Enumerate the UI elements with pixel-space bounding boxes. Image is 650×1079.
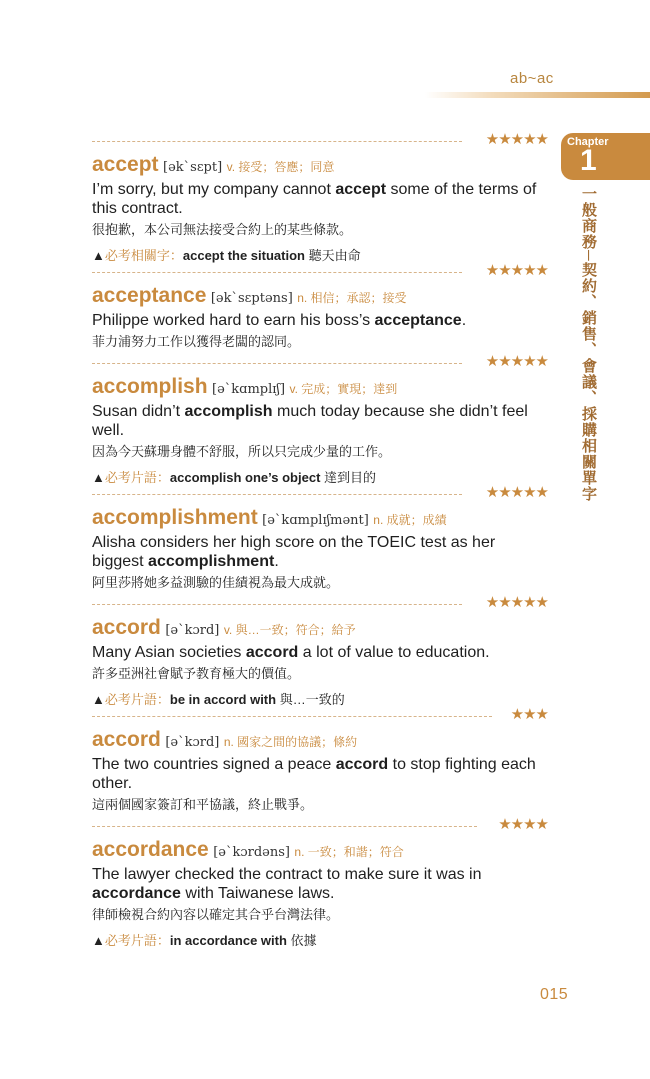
importance-stars: ★★★ [510, 706, 548, 723]
phonetic: [əˋkɑmplɪʃmənt] [262, 513, 369, 528]
example-sentence: The two countries signed a peace accord to stop fighting each other. [92, 756, 536, 792]
chapter-number: 1 [580, 144, 597, 177]
entry-accomplish [92, 355, 548, 486]
dashed-rule [92, 363, 462, 364]
range-label: ab~ac [510, 70, 554, 87]
phonetic: [əˋkɔrd] [165, 735, 220, 750]
translation: 菲力浦努力工作以獲得老闆的認同。 [92, 334, 301, 349]
entry-acceptance [92, 264, 548, 351]
note: ▲必考片語：in accordance with 依據 [92, 933, 317, 948]
importance-stars: ★★★★★ [485, 594, 548, 611]
chapter-label: Chapter [567, 136, 609, 148]
entry-headword [92, 152, 548, 180]
importance-stars: ★★★★★ [485, 131, 548, 148]
importance-stars: ★★★★★ [485, 262, 548, 279]
translation: 阿里莎將她多益測驗的佳績視為最大成就。 [92, 575, 340, 590]
dashed-rule [92, 272, 462, 273]
example-sentence: Alisha considers her high score on the TOEIC test as her biggest accomplishment. [92, 534, 496, 570]
entry-accord-verb [92, 596, 548, 708]
definition: n. 國家之間的協議；條約 [223, 735, 358, 749]
example-sentence: I’m sorry, but my company cannot accept some of the terms of this contract. [92, 181, 537, 217]
dashed-rule [92, 604, 462, 605]
example-sentence: The lawyer checked the contract to make sure it was in accordance with Taiwanese laws. [92, 866, 482, 902]
chapter-title: 一般商務─契約、銷售、會議、採購相關單字 [580, 186, 597, 502]
entry-headword [92, 727, 548, 755]
note: ▲必考相關字：accept the situation 聽天由命 [92, 248, 361, 263]
definition: v. 完成；實現；達到 [289, 382, 398, 396]
phonetic: [əˋkɔrd] [165, 623, 220, 638]
page-number: 015 [540, 986, 569, 1003]
dashed-rule [92, 494, 462, 495]
dashed-rule [92, 141, 462, 142]
entry-separator [92, 264, 548, 280]
triangle-icon: ▲ [92, 470, 105, 485]
entry-separator [92, 596, 548, 612]
note: ▲必考片語：accomplish one’s object 達到目的 [92, 470, 377, 485]
translation: 因為今天蘇珊身體不舒服，所以只完成少量的工作。 [92, 444, 392, 459]
entry-headword [92, 283, 548, 311]
note: ▲必考片語：be in accord with 與…一致的 [92, 692, 345, 707]
dashed-rule [92, 716, 492, 717]
phonetic: [əkˋsɛptəns] [210, 291, 293, 306]
entry-headword [92, 505, 548, 533]
phonetic: [əkˋsɛpt] [163, 160, 223, 175]
translation: 許多亞洲社會賦予教育極大的價值。 [92, 666, 301, 681]
importance-stars: ★★★★ [498, 816, 548, 833]
entry-separator [92, 133, 548, 149]
example-sentence: Many Asian societies accord a lot of value to education. [92, 644, 490, 661]
entry-separator [92, 708, 548, 724]
translation: 這兩個國家簽訂和平協議，終止戰爭。 [92, 797, 314, 812]
definition: n. 一致；和諧；符合 [294, 845, 404, 859]
entry-separator [92, 486, 548, 502]
definition: v. 接受；答應；同意 [226, 160, 335, 174]
entry-accomplishment [92, 486, 548, 592]
headword: acceptance [92, 284, 207, 307]
entry-separator [92, 818, 548, 834]
entry-accept [92, 133, 548, 264]
definition: n. 成就；成績 [373, 513, 447, 527]
importance-stars: ★★★★★ [485, 353, 548, 370]
headword: accord [92, 616, 161, 639]
headword: accomplishment [92, 506, 258, 529]
example-sentence: Philippe worked hard to earn his boss’s acceptance. [92, 312, 467, 329]
definition: n. 相信；承認；接受 [297, 291, 407, 305]
triangle-icon: ▲ [92, 692, 105, 707]
entry-separator [92, 355, 548, 371]
phonetic: [əˋkɔrdəns] [213, 845, 290, 860]
entry-headword [92, 615, 548, 643]
entry-headword [92, 374, 548, 402]
headword: accept [92, 153, 159, 176]
triangle-icon: ▲ [92, 248, 105, 263]
translation: 很抱歉，本公司無法接受合約上的某些條款。 [92, 222, 353, 237]
dashed-rule [92, 826, 477, 827]
translation: 律師檢視合約內容以確定其合乎台灣法律。 [92, 907, 340, 922]
headword: accordance [92, 838, 209, 861]
headword: accord [92, 728, 161, 751]
chapter-tab [561, 133, 650, 180]
phonetic: [əˋkɑmplɪʃ] [212, 382, 286, 397]
header-rule [425, 92, 650, 98]
triangle-icon: ▲ [92, 933, 105, 948]
entry-accordance [92, 818, 548, 949]
example-sentence: Susan didn’t accomplish much today because she didn’t feel well. [92, 403, 528, 439]
headword: accomplish [92, 375, 208, 398]
entry-headword [92, 837, 548, 865]
importance-stars: ★★★★★ [485, 484, 548, 501]
definition: v. 與…一致；符合；給予 [223, 623, 356, 637]
entry-accord-noun [92, 708, 548, 814]
